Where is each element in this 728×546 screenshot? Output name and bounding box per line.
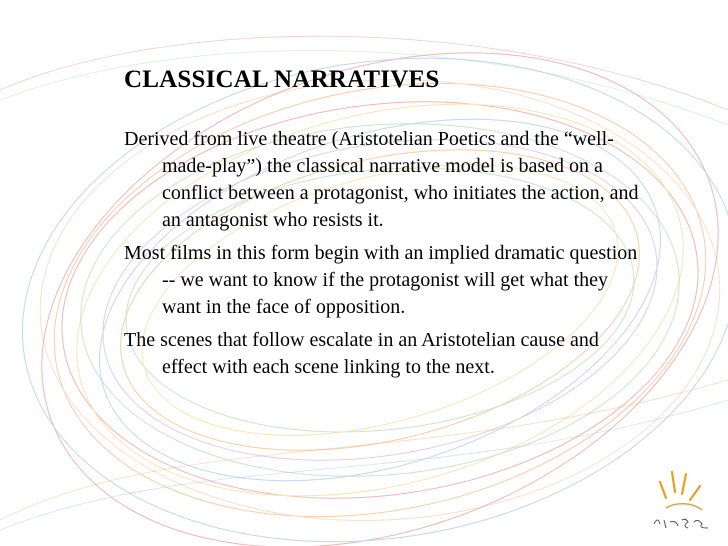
paragraph-dramatic-question: Most films in this form begin with an implied dramatic question -- we want to know if the protagonist will get what they want in the face of opposition. [124, 242, 638, 318]
brand-logo-icon [646, 468, 718, 534]
paragraph-cause-and-effect: The scenes that follow escalate in an Aristotelian cause and effect with each scene linking to the next. [124, 329, 599, 378]
slide-body [124, 126, 644, 387]
paragraph-classical-model: Derived from live theatre (Aristotelian Poetics and the “well-made-play”) the classical narrative model is based on a conflict between a protagonist, who initiates the action, and an antagonist who resists it. [124, 128, 639, 231]
slide-title: CLASSICAL NARRATIVES [124, 66, 440, 93]
